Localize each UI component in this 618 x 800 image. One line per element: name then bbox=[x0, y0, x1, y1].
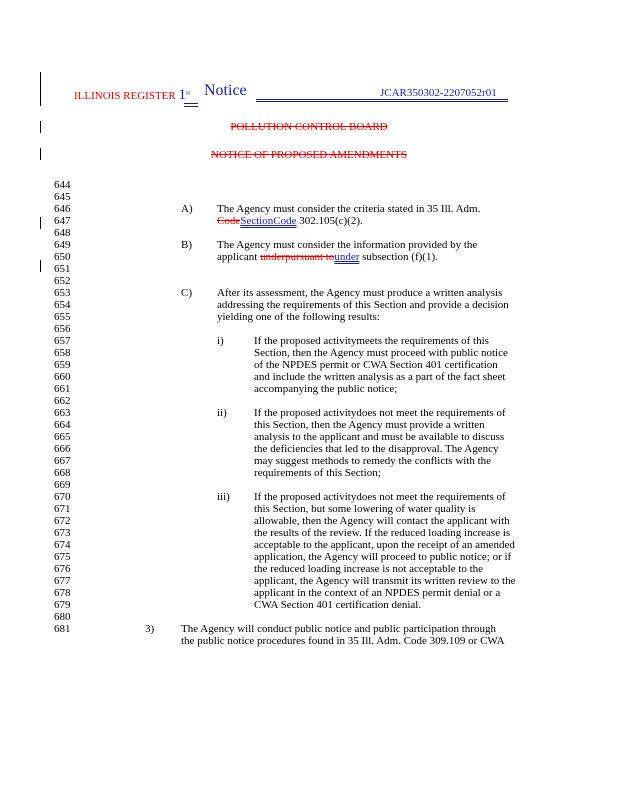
line-number: 660 bbox=[54, 371, 71, 383]
line-number: 648 bbox=[54, 227, 71, 239]
line-number: 669 bbox=[54, 479, 71, 491]
text-line bbox=[217, 215, 480, 227]
inserted-text: Code bbox=[273, 215, 297, 227]
line-number: 655 bbox=[54, 311, 71, 323]
text-line: addressing the requirements of this Section and provide a decision bbox=[217, 299, 509, 311]
line-number: 651 bbox=[54, 263, 71, 275]
change-bar bbox=[40, 217, 41, 229]
line-number: 681 bbox=[54, 623, 71, 635]
paragraph-label: A) bbox=[181, 203, 193, 215]
line-number: 649 bbox=[54, 239, 71, 251]
line-number: 653 bbox=[54, 287, 71, 299]
header-underline bbox=[184, 103, 198, 104]
line-number: 678 bbox=[54, 587, 71, 599]
register-header bbox=[74, 87, 190, 104]
text-line: If the proposed activitydoes not meet the requirements of bbox=[254, 491, 506, 503]
text-line: applicant, the Agency will transmit its written review to the bbox=[254, 575, 516, 587]
line-number: 658 bbox=[54, 347, 71, 359]
subparagraph-label: iii) bbox=[217, 491, 230, 503]
line-number: 647 bbox=[54, 215, 71, 227]
plain-text: applicant bbox=[217, 251, 261, 263]
board-title: POLLUTION CONTROL BOARD bbox=[230, 121, 388, 133]
text-line: requirements of this Section; bbox=[254, 467, 381, 479]
text-line: If the proposed activitymeets the requirements of this bbox=[254, 335, 489, 347]
text-line: CWA Section 401 certification denial. bbox=[254, 599, 422, 611]
paragraph-a bbox=[217, 203, 480, 227]
paragraph-label: 3) bbox=[145, 623, 155, 635]
text-line: yielding one of the following results: bbox=[217, 311, 380, 323]
line-number: 671 bbox=[54, 503, 71, 515]
text-line: After its assessment, the Agency must produce a written analysis bbox=[217, 287, 503, 299]
header-underline bbox=[256, 99, 508, 100]
line-number: 663 bbox=[54, 407, 71, 419]
paragraph-label: C) bbox=[181, 287, 192, 299]
line-number-column bbox=[54, 179, 71, 635]
line-number: 674 bbox=[54, 539, 71, 551]
deleted-text: underpursuant to bbox=[260, 251, 335, 263]
header-underline bbox=[256, 101, 508, 102]
line-number: 675 bbox=[54, 551, 71, 563]
line-number: 656 bbox=[54, 323, 71, 335]
notice-title: NOTICE OF PROPOSED AMENDMENTS bbox=[211, 149, 407, 161]
jcar-code: JCAR350302-2207052r01 bbox=[380, 87, 497, 99]
text-line: acceptable to the applicant, upon the receipt of an amended bbox=[254, 539, 515, 551]
text-line: Section, then the Agency must proceed with public notice bbox=[254, 347, 508, 359]
change-bar bbox=[40, 260, 41, 272]
line-number: 673 bbox=[54, 527, 71, 539]
line-number: 654 bbox=[54, 299, 71, 311]
line-number: 672 bbox=[54, 515, 71, 527]
line-number: 657 bbox=[54, 335, 71, 347]
text-line: analysis to the applicant and must be available to discuss bbox=[254, 431, 505, 443]
text-line: the public notice procedures found in 35 Ill. Adm. Code 309.109 or CWA bbox=[181, 635, 505, 647]
text-line: applicant in the context of an NPDES permit denial or a bbox=[254, 587, 501, 599]
line-number: 652 bbox=[54, 275, 71, 287]
plain-text: subsection (f)(1). bbox=[359, 251, 438, 263]
line-number: 662 bbox=[54, 395, 71, 407]
text-line: and include the written analysis as a part of the fact sheet bbox=[254, 371, 506, 383]
subparagraph-iii bbox=[254, 491, 516, 611]
line-number: 680 bbox=[54, 611, 71, 623]
paragraph-3 bbox=[181, 623, 505, 647]
change-bar bbox=[40, 72, 41, 106]
text-line: the deficiencies that led to the disapproval. The Agency bbox=[254, 443, 499, 455]
line-number: 667 bbox=[54, 455, 71, 467]
text-line: The Agency will conduct public notice and public participation through bbox=[181, 623, 496, 635]
plain-text: 302.105(c)(2). bbox=[296, 215, 363, 227]
paragraph-label: B) bbox=[181, 239, 192, 251]
paragraph-c bbox=[217, 287, 509, 323]
text-line: may suggest methods to remedy the conflicts with the bbox=[254, 455, 492, 467]
text-line: the results of the review. If the reduced loading increase is bbox=[254, 527, 511, 539]
line-number: 677 bbox=[54, 575, 71, 587]
inserted-text: under bbox=[334, 251, 360, 263]
paragraph-b bbox=[217, 239, 477, 263]
text-line: allowable, then the Agency will contact the applicant with bbox=[254, 515, 510, 527]
line-number: 668 bbox=[54, 467, 71, 479]
page-number: 1 bbox=[178, 87, 186, 103]
subparagraph-label: i) bbox=[217, 335, 224, 347]
text-line: The Agency must consider the information provided by the bbox=[217, 239, 478, 251]
line-number: 676 bbox=[54, 563, 71, 575]
notice-field: Notice bbox=[204, 82, 247, 99]
text-line: If the proposed activitydoes not meet the requirements of bbox=[254, 407, 506, 419]
line-number: 645 bbox=[54, 191, 71, 203]
line-number: 661 bbox=[54, 383, 71, 395]
text-line: the reduced loading increase is not acceptable to the bbox=[254, 563, 484, 575]
line-number: 670 bbox=[54, 491, 71, 503]
text-line: of the NPDES permit or CWA Section 401 certification bbox=[254, 359, 498, 371]
deleted-text: Code bbox=[217, 215, 241, 227]
text-line: this Section, but some lowering of water quality is bbox=[254, 503, 476, 515]
subparagraph-ii bbox=[254, 407, 506, 479]
line-number: 664 bbox=[54, 419, 71, 431]
register-label: ILLINOIS REGISTER bbox=[74, 90, 176, 102]
line-number: 659 bbox=[54, 359, 71, 371]
line-number: 644 bbox=[54, 179, 71, 191]
line-number: 666 bbox=[54, 443, 71, 455]
subparagraph-i bbox=[254, 335, 508, 395]
inserted-text: Section bbox=[240, 215, 274, 227]
text-line: accompanying the public notice; bbox=[254, 383, 398, 395]
line-number: 665 bbox=[54, 431, 71, 443]
line-number: 650 bbox=[54, 251, 71, 263]
subparagraph-label: ii) bbox=[217, 407, 227, 419]
text-line: application, the Agency will proceed to public notice; or if bbox=[254, 551, 512, 563]
text-line: this Section, then the Agency must provide a written bbox=[254, 419, 485, 431]
text-line: The Agency must consider the criteria stated in 35 Ill. Adm. bbox=[217, 203, 481, 215]
header-underline bbox=[184, 106, 198, 107]
page-number-suffix: st bbox=[186, 90, 191, 97]
text-line bbox=[217, 251, 477, 263]
line-number: 679 bbox=[54, 599, 71, 611]
line-number: 646 bbox=[54, 203, 71, 215]
